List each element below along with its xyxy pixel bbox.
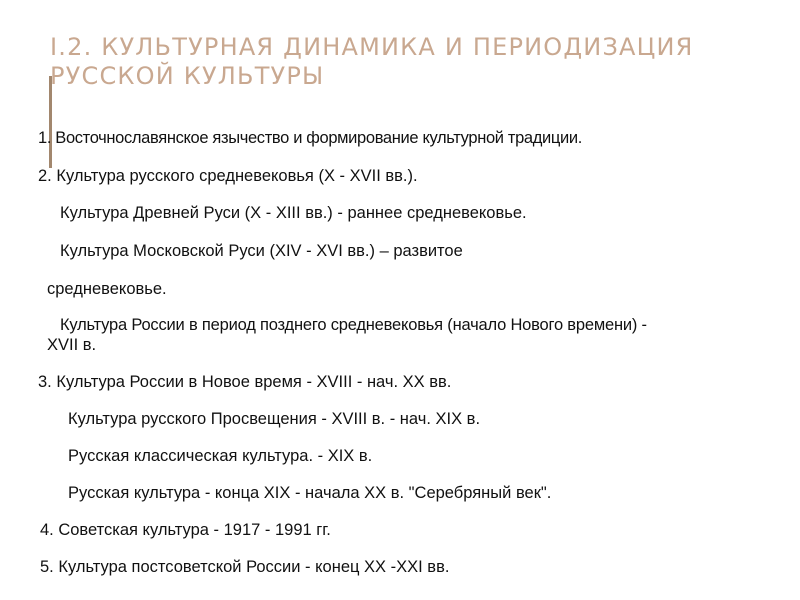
sub-item-ancient-rus: Культура Древней Руси (X - XIII вв.) - раннее средневековье. <box>60 204 527 222</box>
sub-item-moscow-rus: Культура Московской Руси (XIV - XVI вв.) – развитое <box>60 242 463 260</box>
sub-item-classical: Русская классическая культура. - XIX в. <box>68 447 373 465</box>
sub-item-late-medieval: Культура России в период позднего средневековья (начало Нового времени) - <box>60 316 647 334</box>
sub-item-silver-age: Русская культура - конца XIX - начала XX в. "Серебряный век". <box>68 484 552 502</box>
list-item-3: 3. Культура России в Новое время - XVIII - нач. XX вв. <box>38 373 452 391</box>
list-item-2: 2. Культура русского средневековья (X - XVII вв.). <box>38 167 418 185</box>
list-item-1: 1. Восточнославянское язычество и формирование культурной традиции. <box>38 129 582 147</box>
list-item-4: 4. Советская культура - 1917 - 1991 гг. <box>40 521 331 539</box>
sub-item-late-medieval-cont: XVII в. <box>47 336 97 354</box>
sub-item-enlightenment: Культура русского Просвещения - XVIII в. - нач. XIX в. <box>68 410 481 428</box>
slide-title: I.2. КУЛЬТУРНАЯ ДИНАМИКА И ПЕРИОДИЗАЦИЯ РУССКОЙ КУЛЬТУРЫ <box>50 33 694 90</box>
list-item-5: 5. Культура постсоветской России - конец XX -XXI вв. <box>40 558 450 576</box>
sub-item-moscow-rus-cont: средневековье. <box>47 280 167 298</box>
